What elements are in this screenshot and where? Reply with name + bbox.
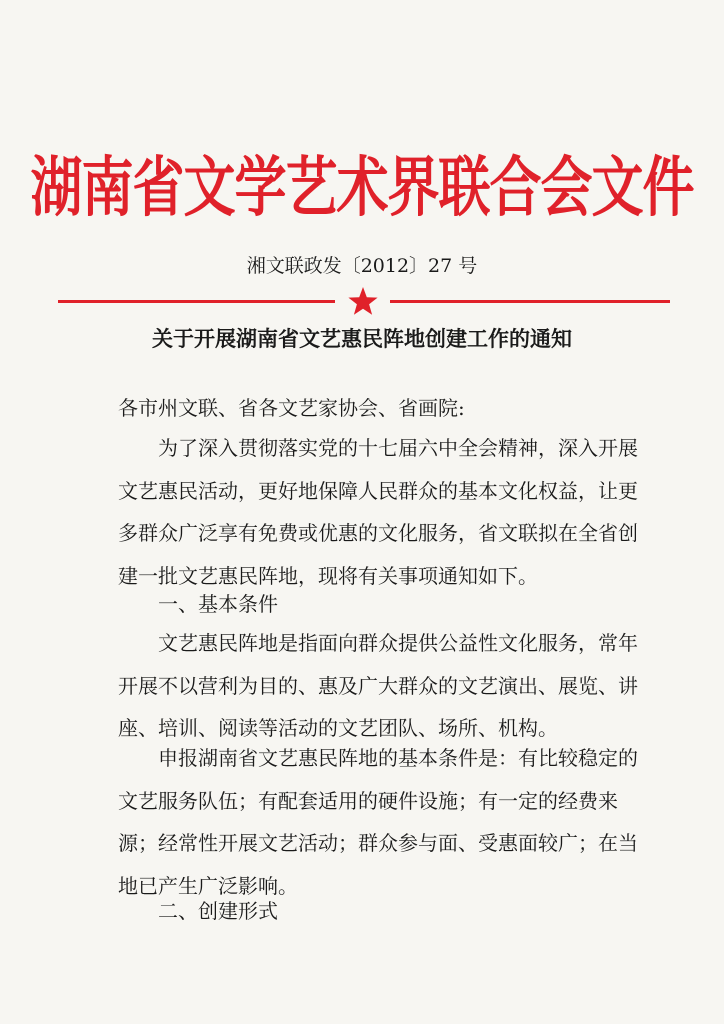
paragraph-intro: 为了深入贯彻落实党的十七届六中全会精神，深入开展文艺惠民活动，更好地保障人民群众的基本文化权益，让更多群众广泛享有免费或优惠的文化服务，省文联拟在全省创建一批文艺惠民阵地，现将有关事项通知如下。: [118, 436, 638, 588]
addressee: 各市州文联、省各文艺家协会、省画院:: [118, 396, 465, 420]
divider-line-left: [58, 300, 335, 303]
divider-line-right: [390, 300, 670, 303]
star-icon: [347, 286, 379, 316]
paragraph-definition: 文艺惠民阵地是指面向群众提供公益性文化服务，常年开展不以营利为目的、惠及广大群众的文艺演出、展览、讲座、培训、阅读等活动的文艺团队、场所、机构。: [118, 631, 638, 740]
document-header-title: 湖南省文学艺术界联合会文件: [30, 149, 694, 226]
section-heading-creation-form: 二、创建形式: [158, 899, 278, 923]
section-heading-basic-conditions: 一、基本条件: [158, 592, 278, 616]
document-number: 湘文联政发〔2012〕27 号: [246, 255, 478, 277]
red-divider: [58, 286, 670, 316]
paragraph-requirements: 申报湖南省文艺惠民阵地的基本条件是：有比较稳定的文艺服务队伍；有配套适用的硬件设施；有一定的经费来源；经常性开展文艺活动；群众参与面、受惠面较广；在当地已产生广泛影响。: [118, 746, 638, 898]
notice-title: 关于开展湖南省文艺惠民阵地创建工作的通知: [152, 326, 572, 351]
